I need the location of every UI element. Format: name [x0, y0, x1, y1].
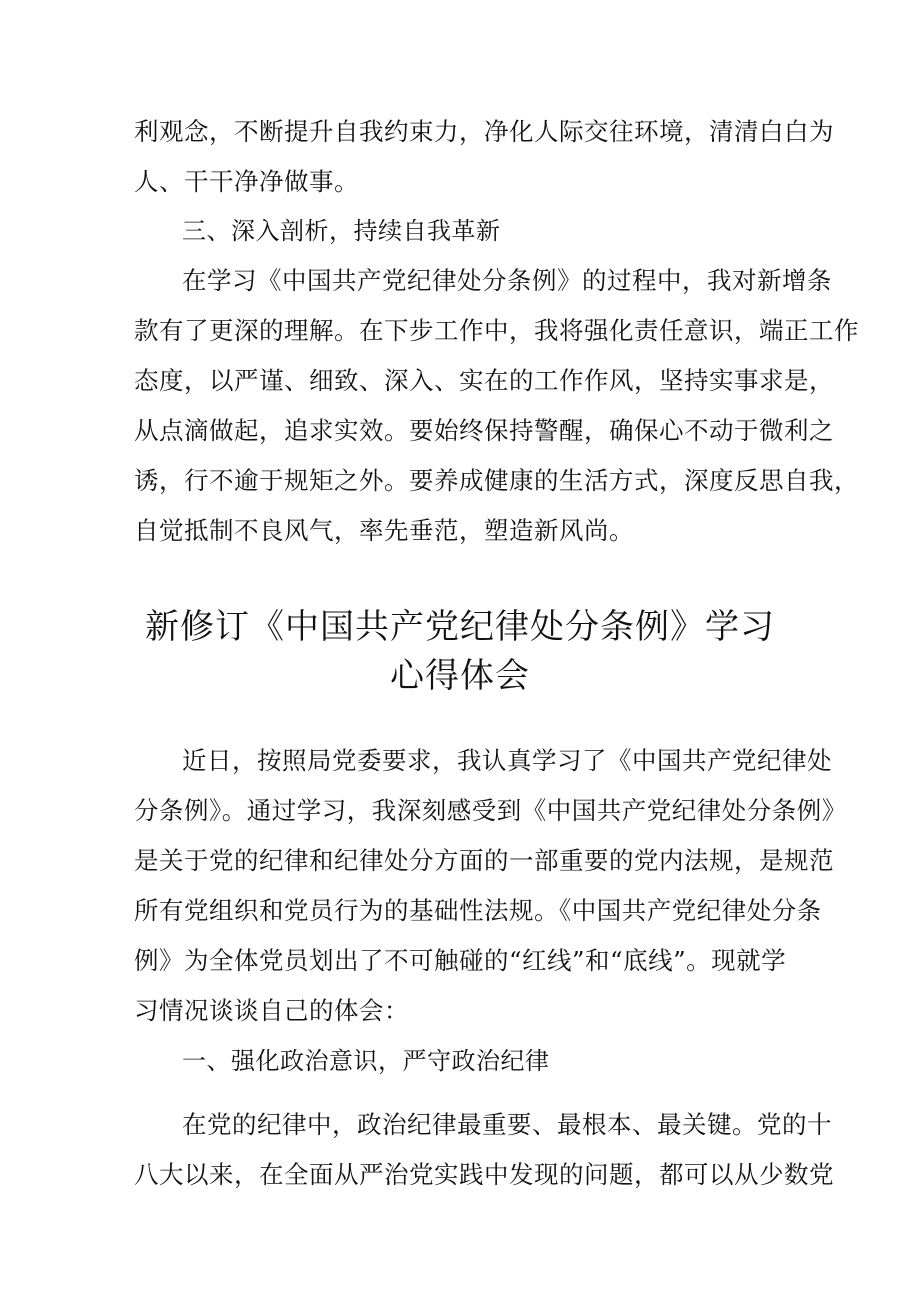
body-text-line: 例》为全体党员划出了不可触碰的“红线”和“底线”。现就学 [134, 946, 787, 975]
body-text-line: 态度，以严谨、细致、深入、实在的工作作风，坚持实事求是， [134, 366, 834, 395]
article-title-line-2: 心得体会 [390, 656, 530, 696]
body-text-line: 诱，行不逾于规矩之外。要养成健康的生活方式，深度反思自我， [134, 466, 859, 495]
body-text-line: 自觉抵制不良风气，率先垂范，塑造新风尚。 [134, 516, 634, 545]
body-text-line: 人、干干净净做事。 [134, 167, 359, 196]
article-title-line-1: 新修订《中国共产党纪律处分条例》学习 [145, 607, 775, 647]
section-heading-3: 三、深入剖析，持续自我革新 [182, 217, 501, 245]
section-heading-1: 一、强化政治意识，严守政治纪律 [182, 1047, 550, 1075]
body-text-line: 从点滴做起，追求实效。要始终保持警醒，确保心不动于微利之 [134, 416, 834, 445]
body-text-line: 是关于党的纪律和纪律处分方面的一部重要的党内法规，是规范 [134, 846, 834, 875]
body-text-line: 习情况谈谈自己的体会： [134, 996, 409, 1025]
body-text-line: 在学习《中国共产党纪律处分条例》的过程中，我对新增条 [182, 266, 832, 295]
body-text-line: 分条例》。通过学习，我深刻感受到《中国共产党纪律处分条例》 [134, 796, 847, 825]
body-text-line: 在党的纪律中，政治纪律最重要、最根本、最关键。党的十 [182, 1110, 832, 1139]
body-text-line: 利观念，不断提升自我约束力，净化人际交往环境，清清白白为 [134, 117, 834, 146]
body-text-line: 所有党组织和党员行为的基础性法规。《中国共产党纪律处分条 [134, 896, 822, 925]
body-text-line: 八大以来，在全面从严治党实践中发现的问题，都可以从少数党 [134, 1160, 834, 1189]
body-text-line: 近日，按照局党委要求，我认真学习了《中国共产党纪律处 [182, 746, 832, 775]
body-text-line: 款有了更深的理解。在下步工作中，我将强化责任意识，端正工作 [134, 316, 859, 345]
